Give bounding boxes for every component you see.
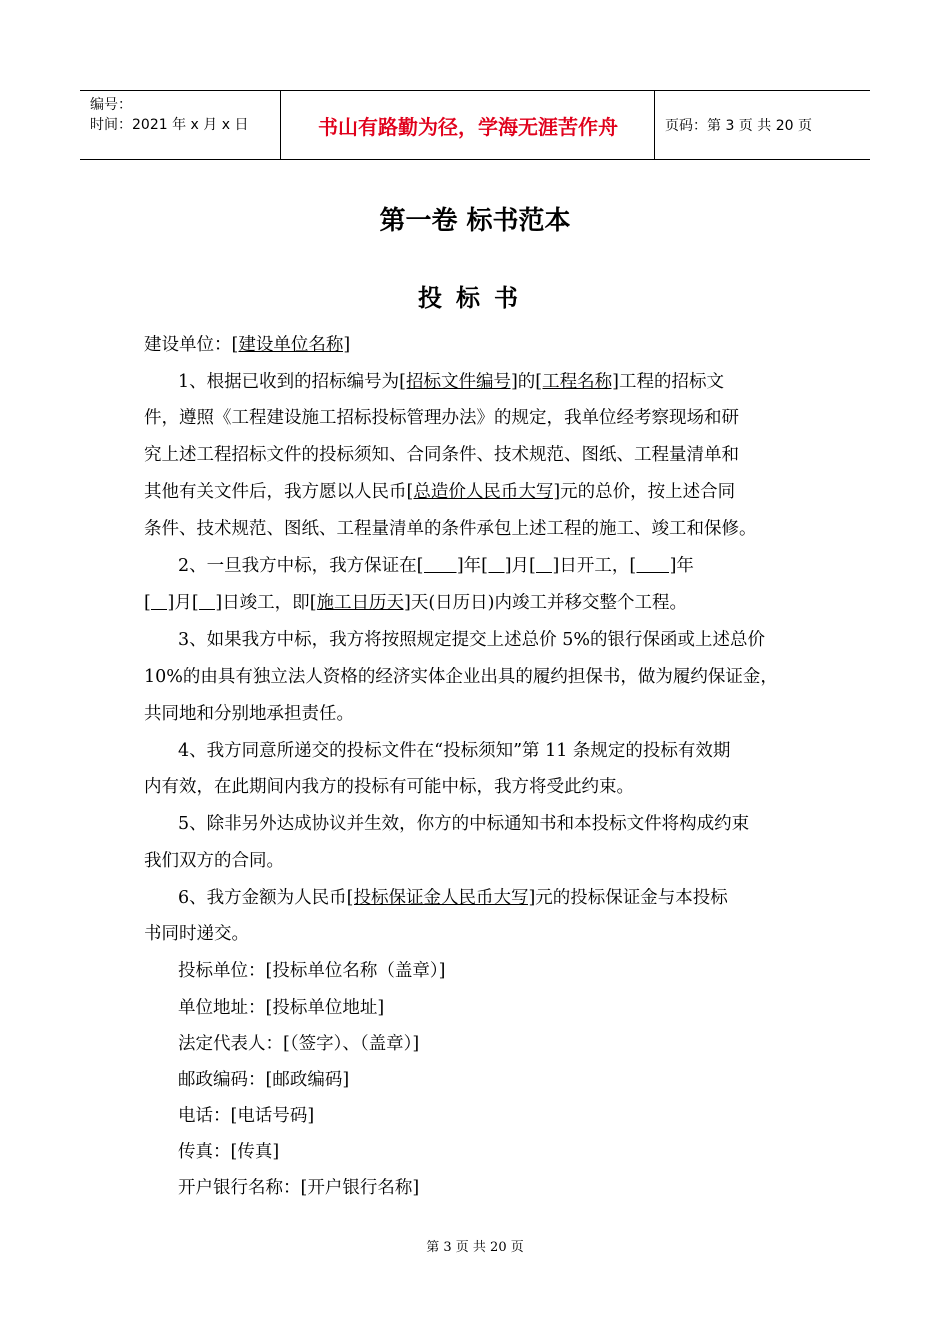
body-line: 4、我方同意所递交的投标文件在“投标须知”第 11 条规定的投标有效期 — [178, 741, 731, 761]
body-line: 邮政编码：[邮政编码] — [178, 1070, 350, 1090]
body-line: 开户银行名称：[开户银行名称] — [178, 1178, 420, 1198]
body-line: 2、一旦我方中标，我方保证在[ ]年[ ]月[ ]日开工，[ ]年 — [178, 556, 694, 576]
fill-field: [建设单位名称] — [231, 335, 351, 355]
fill-field: [ ] — [481, 556, 512, 576]
header-meta — [90, 95, 248, 135]
fill-field: [招标文件编号] — [399, 372, 518, 392]
body-line: 究上述工程招标文件的投标须知、合同条件、技术规范、图纸、工程量清单和 — [144, 445, 739, 465]
volume-title: 第一卷 标书范本 — [379, 206, 571, 236]
fill-field: [ ] — [144, 593, 175, 613]
document-title: 投标书 — [418, 284, 532, 312]
fill-field: [ ] — [529, 556, 560, 576]
body-line: 6、我方金额为人民币[投标保证金人民币大写]元的投标保证金与本投标 — [178, 888, 728, 908]
fill-field: [投标保证金人民币大写] — [346, 888, 536, 908]
fill-field: [施工日历天] — [309, 593, 411, 613]
body-line: 我们双方的合同。 — [144, 851, 284, 871]
body-line: 10%的由具有独立法人资格的经济实体企业出具的履约担保书，做为履约保证金， — [144, 667, 778, 687]
body-line: 共同地和分别地承担责任。 — [144, 704, 354, 724]
body-line: 3、如果我方中标，我方将按照规定提交上述总价 5%的银行保函或上述总价 — [178, 630, 765, 650]
fill-field: [总造价人民币大写] — [406, 482, 561, 502]
body-line: 1、根据已收到的招标编号为[招标文件编号]的[工程名称]工程的招标文 — [178, 372, 724, 392]
time-label: 时间：2021 年 x 月 x 日 — [90, 117, 249, 133]
header-motto: 书山有路勤为径，学海无涯苦作舟 — [318, 114, 618, 139]
body-line: 件，遵照《工程建设施工招标投标管理办法》的规定，我单位经考察现场和研 — [144, 408, 739, 428]
body-line: 法定代表人：[（签字）、（盖章）] — [178, 1034, 420, 1054]
body-line: 条件、技术规范、图纸、工程量清单的条件承包上述工程的施工、竣工和保修。 — [144, 519, 757, 539]
body-line: 内有效，在此期间内我方的投标有可能中标，我方将受此约束。 — [144, 777, 634, 797]
body-line: 其他有关文件后，我方愿以人民币[总造价人民币大写]元的总价，按上述合同 — [144, 482, 736, 502]
number-label: 编号： — [90, 97, 132, 113]
fill-field: [工程名称] — [535, 372, 619, 392]
body-line: 书同时递交。 — [144, 924, 249, 944]
body-line: 建设单位：[建设单位名称] — [144, 335, 351, 355]
page-header — [80, 90, 870, 160]
body-line: [ ]月[ ]日竣工，即[施工日历天]天(日历日)内竣工并移交整个工程。 — [144, 593, 687, 613]
fill-field: [ ] — [191, 593, 223, 613]
page-footer: 第 3 页 共 20 页 — [426, 1240, 524, 1255]
body-line: 传真：[传真] — [178, 1142, 280, 1162]
header-page-info: 页码：第 3 页 共 20 页 — [665, 118, 812, 134]
header-divider — [654, 91, 655, 159]
body-line: 单位地址：[投标单位地址] — [178, 998, 385, 1018]
body-line: 电话：[电话号码] — [178, 1106, 315, 1126]
body-line: 5、除非另外达成协议并生效，你方的中标通知书和本投标文件将构成约束 — [178, 814, 750, 834]
fill-field: [ ] — [629, 556, 677, 576]
fill-field: [ ] — [416, 556, 464, 576]
header-divider — [280, 91, 281, 159]
body-line: 投标单位：[投标单位名称（盖章）] — [178, 961, 446, 981]
